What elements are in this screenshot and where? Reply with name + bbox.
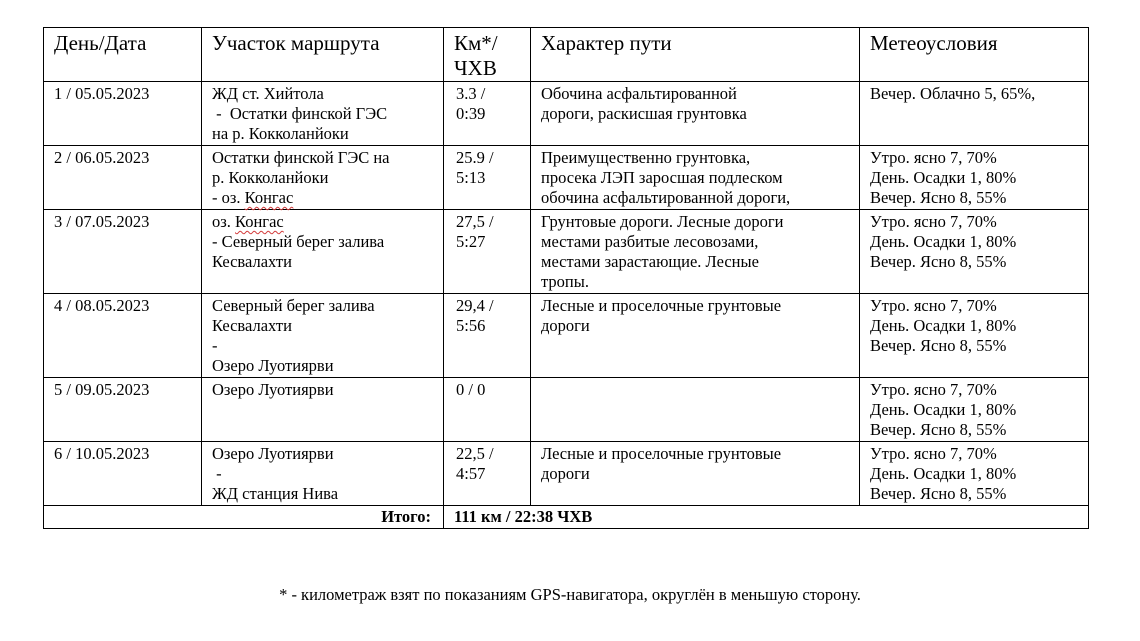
total-row <box>44 506 1089 529</box>
time-value: 5:27 <box>456 232 486 251</box>
segment-line: Остатки финской ГЭС на <box>212 148 390 167</box>
weather-line: Вечер. Ясно 8, 55% <box>870 252 1007 271</box>
segment-line: - Северный берег залива <box>212 232 385 251</box>
time-value: 0:39 <box>456 104 486 123</box>
weather-cell <box>860 378 1089 442</box>
header-row <box>44 28 1089 82</box>
segment-cell <box>202 82 444 146</box>
segment-line: Озеро Луотиярви <box>212 444 334 463</box>
weather-line: День. Осадки 1, 80% <box>870 316 1017 335</box>
weather-line: День. Осадки 1, 80% <box>870 232 1017 251</box>
segment-prefix: оз. <box>212 212 236 231</box>
segment-line: - <box>212 464 222 483</box>
km-cell <box>444 294 531 378</box>
segment-line: Озеро Луотиярви <box>212 356 334 375</box>
path-cell <box>531 146 860 210</box>
path-line: Лесные и проселочные грунтовые <box>541 444 782 463</box>
path-cell <box>531 378 860 442</box>
header-segment: Участок маршрута <box>202 28 444 82</box>
path-line: дороги, раскисшая грунтовка <box>541 104 747 123</box>
table-row <box>44 210 1089 294</box>
table-row <box>44 378 1089 442</box>
table-row <box>44 294 1089 378</box>
path-cell <box>531 82 860 146</box>
day-date-cell: 5 / 09.05.2023 <box>44 378 202 442</box>
weather-cell <box>860 82 1089 146</box>
path-line: обочина асфальтированной дороги, <box>541 188 791 207</box>
km-value: 0 / 0 <box>456 380 486 399</box>
km-cell <box>444 210 531 294</box>
km-cell <box>444 442 531 506</box>
time-value: 4:57 <box>456 464 486 483</box>
header-path: Характер пути <box>531 28 860 82</box>
segment-line: р. Кокколанйоки <box>212 168 329 187</box>
weather-line: Утро. ясно 7, 70% <box>870 212 997 231</box>
segment-line: - Остатки финской ГЭС <box>212 104 388 123</box>
weather-cell <box>860 210 1089 294</box>
lake-name: Конгас <box>235 212 284 231</box>
segment-cell <box>202 146 444 210</box>
segment-prefix: - оз. <box>212 188 245 207</box>
km-cell <box>444 378 531 442</box>
path-line: дороги <box>541 316 590 335</box>
km-value: 29,4 / <box>456 296 494 315</box>
weather-cell <box>860 294 1089 378</box>
time-value: 5:13 <box>456 168 486 187</box>
path-cell <box>531 294 860 378</box>
weather-line: Утро. ясно 7, 70% <box>870 296 997 315</box>
segment-cell <box>202 210 444 294</box>
path-line: тропы. <box>541 272 589 291</box>
route-table <box>43 27 1089 529</box>
day-date-cell: 6 / 10.05.2023 <box>44 442 202 506</box>
weather-cell <box>860 442 1089 506</box>
lake-name: Конгас <box>244 188 294 207</box>
path-cell <box>531 442 860 506</box>
path-line: Лесные и проселочные грунтовые <box>541 296 782 315</box>
total-value: 111 км / 22:38 ЧХВ <box>444 506 1089 529</box>
table-row <box>44 146 1089 210</box>
weather-line: Вечер. Ясно 8, 55% <box>870 336 1007 355</box>
day-date-cell: 2 / 06.05.2023 <box>44 146 202 210</box>
path-line: Преимущественно грунтовка, <box>541 148 751 167</box>
table-row <box>44 82 1089 146</box>
km-value: 22,5 / <box>456 444 494 463</box>
header-km-line1: Км*/ <box>454 31 498 55</box>
segment-line <box>212 188 433 208</box>
day-date-cell: 1 / 05.05.2023 <box>44 82 202 146</box>
segment-line: ЖД станция Нива <box>212 484 339 503</box>
km-value: 3.3 / <box>456 84 486 103</box>
segment-line <box>212 212 433 232</box>
weather-line: Утро. ясно 7, 70% <box>870 380 997 399</box>
path-line: дороги <box>541 464 590 483</box>
weather-line: Утро. ясно 7, 70% <box>870 148 997 167</box>
km-cell <box>444 82 531 146</box>
segment-cell <box>202 442 444 506</box>
weather-line: Вечер. Ясно 8, 55% <box>870 420 1007 439</box>
segment-cell <box>202 378 444 442</box>
weather-line: Утро. ясно 7, 70% <box>870 444 997 463</box>
total-label: Итого: <box>44 506 444 529</box>
path-cell <box>531 210 860 294</box>
time-value: 5:56 <box>456 316 486 335</box>
km-cell <box>444 146 531 210</box>
footnote: * - километраж взят по показаниям GPS-навигатора, округлён в меньшую сторону. <box>279 585 861 604</box>
segment-line: - <box>212 336 218 355</box>
segment-line: на р. Кокколанйоки <box>212 124 349 143</box>
segment-line: Озеро Луотиярви <box>212 380 334 399</box>
weather-line: День. Осадки 1, 80% <box>870 464 1017 483</box>
weather-line: День. Осадки 1, 80% <box>870 400 1017 419</box>
segment-line: Северный берег залива <box>212 296 375 315</box>
path-line: местами разбитые лесовозами, <box>541 232 759 251</box>
weather-line: День. Осадки 1, 80% <box>870 168 1017 187</box>
path-line: Обочина асфальтированной <box>541 84 737 103</box>
header-km <box>444 28 531 82</box>
weather-line: Вечер. Ясно 8, 55% <box>870 188 1007 207</box>
segment-line: Кесвалахти <box>212 316 292 335</box>
weather-line: Вечер. Ясно 8, 55% <box>870 484 1007 503</box>
table-row <box>44 442 1089 506</box>
km-value: 25.9 / <box>456 148 494 167</box>
segment-line: ЖД ст. Хийтола <box>212 84 324 103</box>
header-weather: Метеоусловия <box>860 28 1089 82</box>
header-km-line2: ЧХВ <box>454 56 497 80</box>
weather-cell <box>860 146 1089 210</box>
path-line: Грунтовые дороги. Лесные дороги <box>541 212 784 231</box>
segment-line: Кесвалахти <box>212 252 292 271</box>
day-date-cell: 3 / 07.05.2023 <box>44 210 202 294</box>
km-value: 27,5 / <box>456 212 494 231</box>
segment-cell <box>202 294 444 378</box>
weather-line: Вечер. Облачно 5, 65%, <box>870 84 1036 103</box>
path-line: местами зарастающие. Лесные <box>541 252 759 271</box>
day-date-cell: 4 / 08.05.2023 <box>44 294 202 378</box>
path-line: просека ЛЭП заросшая подлеском <box>541 168 783 187</box>
header-day-date: День/Дата <box>44 28 202 82</box>
